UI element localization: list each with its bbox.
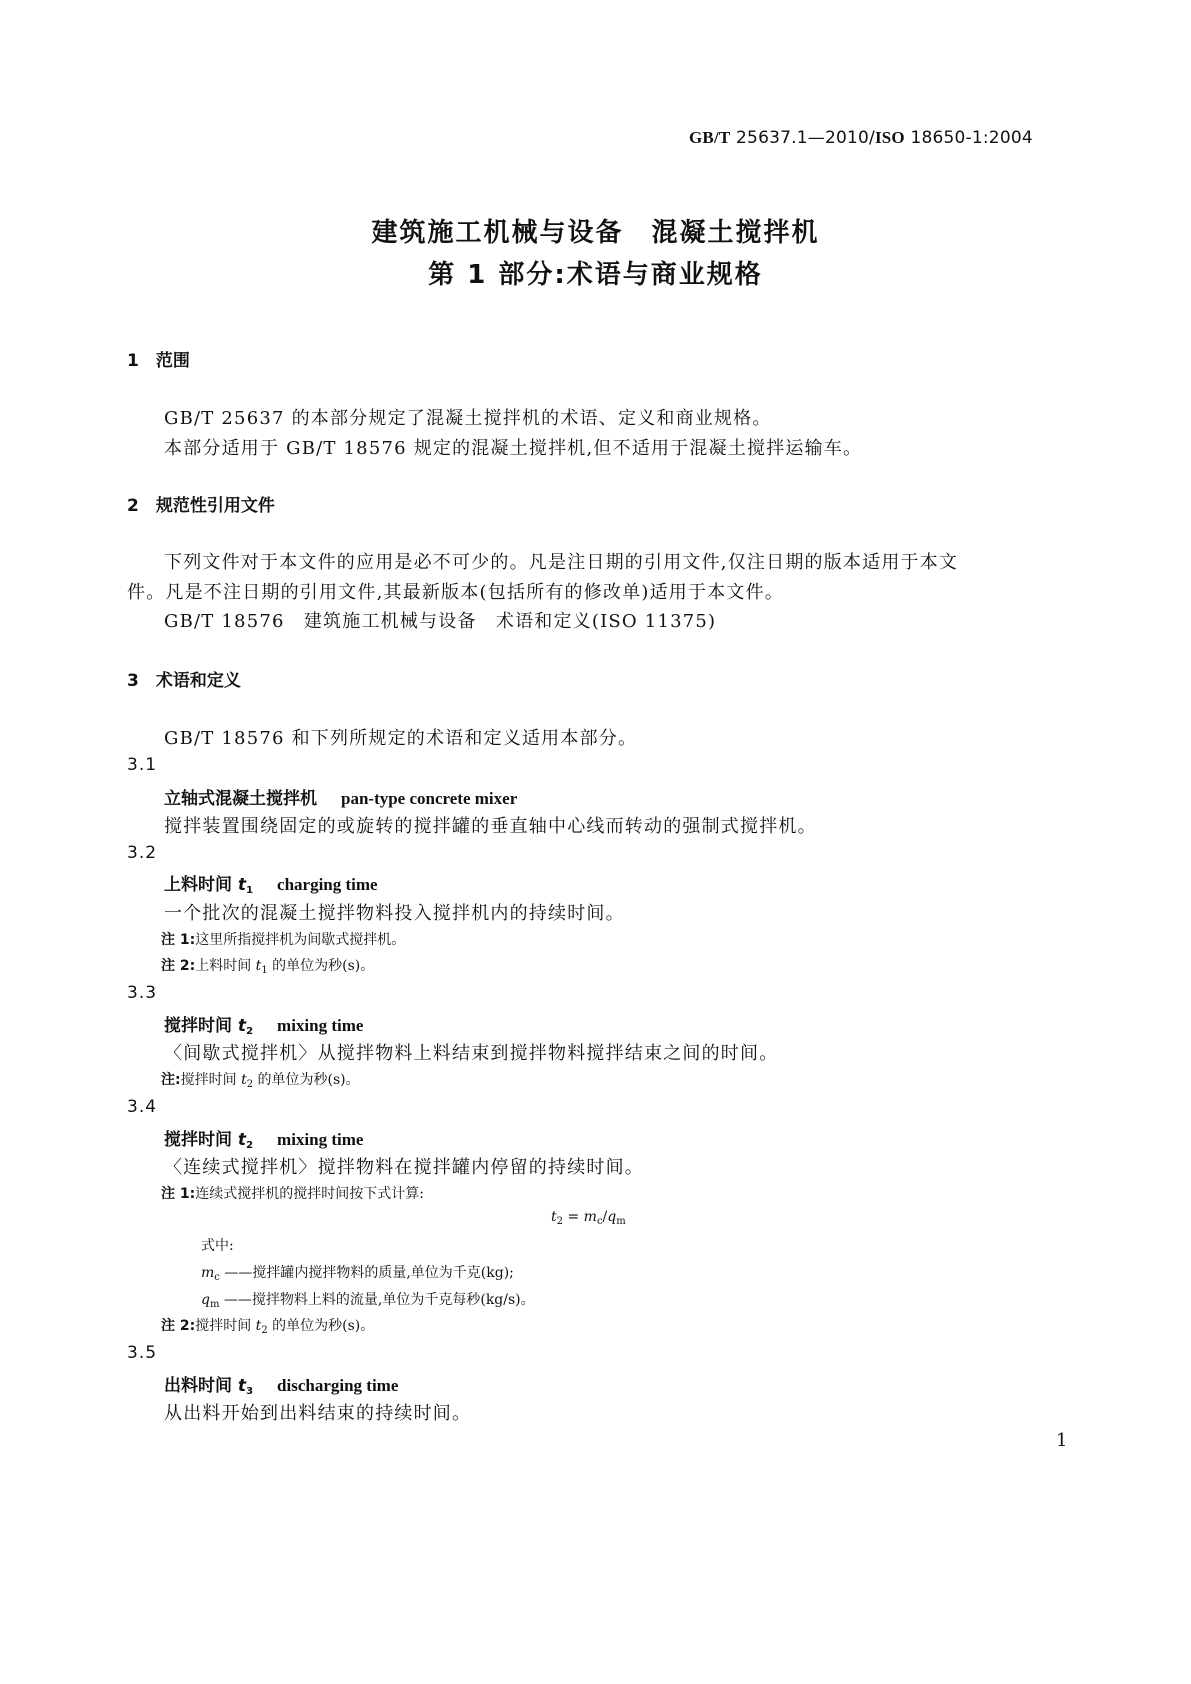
page-number: 1 — [1056, 1430, 1069, 1451]
formula: $t_2 = m_c/q_m$ — [551, 1209, 626, 1227]
term-number: 3.4 — [127, 1097, 158, 1117]
term-number: 3.1 — [127, 755, 158, 775]
section-3-heading: 3 术语和定义 — [127, 671, 241, 691]
term-heading: 立轴式混凝土搅拌机 pan-type concrete mixer — [164, 789, 518, 809]
formula-variable-q: $q_m$ ——搅拌物料上料的流量,单位为千克每秒(kg/s)。 — [201, 1292, 535, 1310]
section-1-para-2: 本部分适用于 GB/T 18576 规定的混凝土搅拌机,但不适用于混凝土搅拌运输车。 — [164, 438, 863, 459]
formula-variable-m: $m_c$ ——搅拌罐内搅拌物料的质量,单位为千克(kg); — [201, 1265, 514, 1283]
term-definition: 〈间歇式搅拌机〉从搅拌物料上料结束到搅拌物料搅拌结束之间的时间。 — [164, 1043, 779, 1064]
term-definition: 从出料开始到出料结束的持续时间。 — [164, 1403, 472, 1424]
section-1-heading: 1 范围 — [127, 351, 190, 371]
term-definition: 一个批次的混凝土搅拌物料投入搅拌机内的持续时间。 — [164, 903, 625, 924]
term-heading: 出料时间 $t_3$ discharging time — [164, 1376, 399, 1397]
section-2-para-line-1: 下列文件对于本文件的应用是必不可少的。凡是注日期的引用文件,仅注日期的版本适用于本文 — [164, 552, 959, 573]
term-note: 注 2:上料时间 $t_1$ 的单位为秒(s)。 — [161, 958, 375, 976]
term-number: 3.3 — [127, 983, 158, 1003]
term-definition: 〈连续式搅拌机〉搅拌物料在搅拌罐内停留的持续时间。 — [164, 1157, 644, 1178]
title-line-2: 第 1 部分:术语与商业规格 — [428, 260, 763, 290]
term-note: 注:搅拌时间 $t_2$ 的单位为秒(s)。 — [161, 1072, 360, 1090]
normative-reference: GB/T 18576 建筑施工机械与设备 术语和定义(ISO 11375) — [164, 611, 717, 632]
term-definition: 搅拌装置围绕固定的或旋转的搅拌罐的垂直轴中心线而转动的强制式搅拌机。 — [164, 816, 817, 837]
term-heading: 上料时间 $t_1$ charging time — [164, 875, 378, 896]
title-line-1: 建筑施工机械与设备 混凝土搅拌机 — [371, 218, 820, 248]
section-1-para-1: GB/T 25637 的本部分规定了混凝土搅拌机的术语、定义和商业规格。 — [164, 408, 772, 429]
section-2-para-line-2: 件。凡是不注日期的引用文件,其最新版本(包括所有的修改单)适用于本文件。 — [127, 582, 784, 603]
section-3-intro: GB/T 18576 和下列所规定的术语和定义适用本部分。 — [164, 728, 638, 749]
term-heading: 搅拌时间 $t_2$ mixing time — [164, 1016, 364, 1037]
section-2-heading: 2 规范性引用文件 — [127, 496, 275, 516]
term-heading: 搅拌时间 $t_2$ mixing time — [164, 1130, 364, 1151]
term-number: 3.2 — [127, 843, 158, 863]
term-note: 注 1:这里所指搅拌机为间歇式搅拌机。 — [161, 932, 406, 948]
formula-where: 式中: — [201, 1238, 234, 1254]
term-note: 注 2:搅拌时间 $t_2$ 的单位为秒(s)。 — [161, 1318, 375, 1336]
term-note: 注 1:连续式搅拌机的搅拌时间按下式计算: — [161, 1186, 424, 1202]
term-number: 3.5 — [127, 1343, 158, 1363]
document-code: GB/T 25637.1—2010/ISO 18650-1:2004 — [689, 128, 1033, 148]
